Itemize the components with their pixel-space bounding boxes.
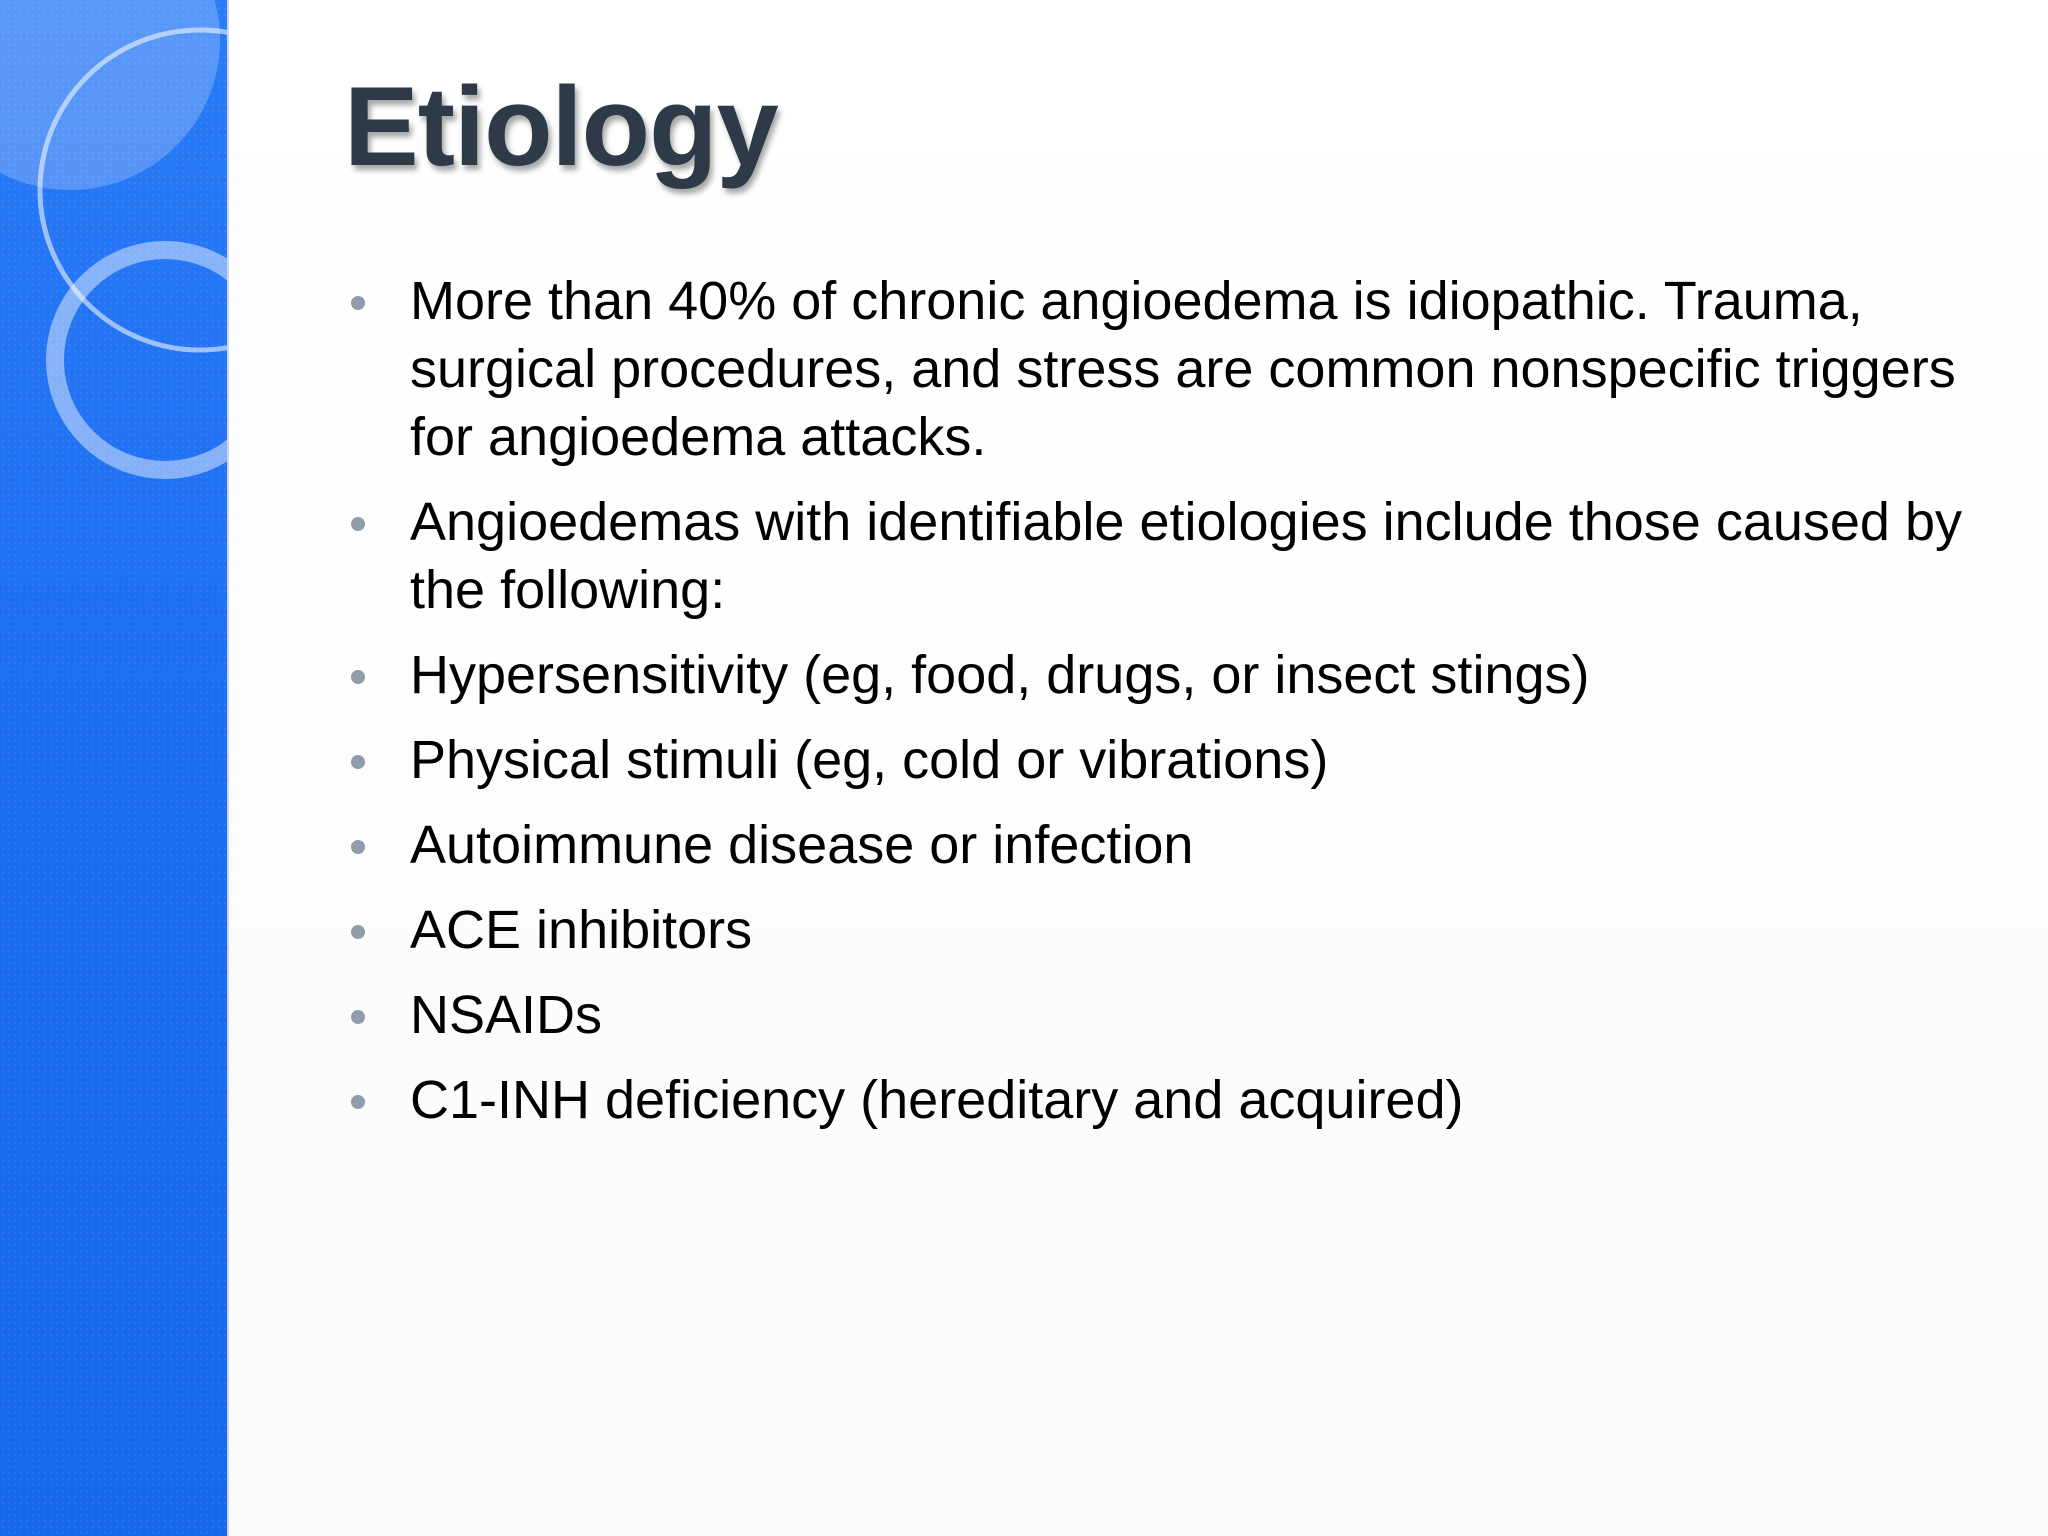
bullet-text: Hypersensitivity (eg, food, drugs, or insect stings): [410, 645, 1590, 705]
bullet-dot-icon: [351, 1010, 365, 1024]
sidebar-decoration: [0, 0, 227, 1536]
bullet-dot-icon: [351, 296, 365, 310]
bullet-item: [348, 488, 1968, 624]
bullet-dot-icon: [351, 840, 365, 854]
bullet-item: [348, 267, 1968, 471]
bullet-item: [348, 1066, 1968, 1134]
bullet-text: Physical stimuli (eg, cold or vibrations): [410, 730, 1329, 790]
slide-title: Etiology: [344, 64, 778, 189]
decorative-circles: [0, 0, 227, 520]
bullet-list: [348, 267, 1968, 1151]
bullet-text: More than 40% of chronic angioedema is idiopathic. Trauma, surgical procedures, and stress are common nonspecific triggers for angioedema attacks.: [410, 271, 1956, 467]
bullet-item: [348, 896, 1968, 964]
bullet-item: [348, 726, 1968, 794]
bullet-text: C1-INH deficiency (hereditary and acquired): [410, 1070, 1464, 1130]
bullet-text: ACE inhibitors: [410, 900, 753, 960]
bullet-dot-icon: [351, 1095, 365, 1109]
bullet-text: Angioedemas with identifiable etiologies include those caused by the following:: [410, 492, 1962, 620]
bullet-text: NSAIDs: [410, 985, 603, 1045]
bullet-dot-icon: [351, 670, 365, 684]
sidebar-edge: [227, 0, 229, 1536]
bullet-dot-icon: [351, 755, 365, 769]
bullet-item: [348, 641, 1968, 709]
bullet-dot-icon: [351, 517, 365, 531]
bullet-item: [348, 981, 1968, 1049]
bullet-item: [348, 811, 1968, 879]
bullet-text: Autoimmune disease or infection: [410, 815, 1194, 875]
bullet-dot-icon: [351, 925, 365, 939]
